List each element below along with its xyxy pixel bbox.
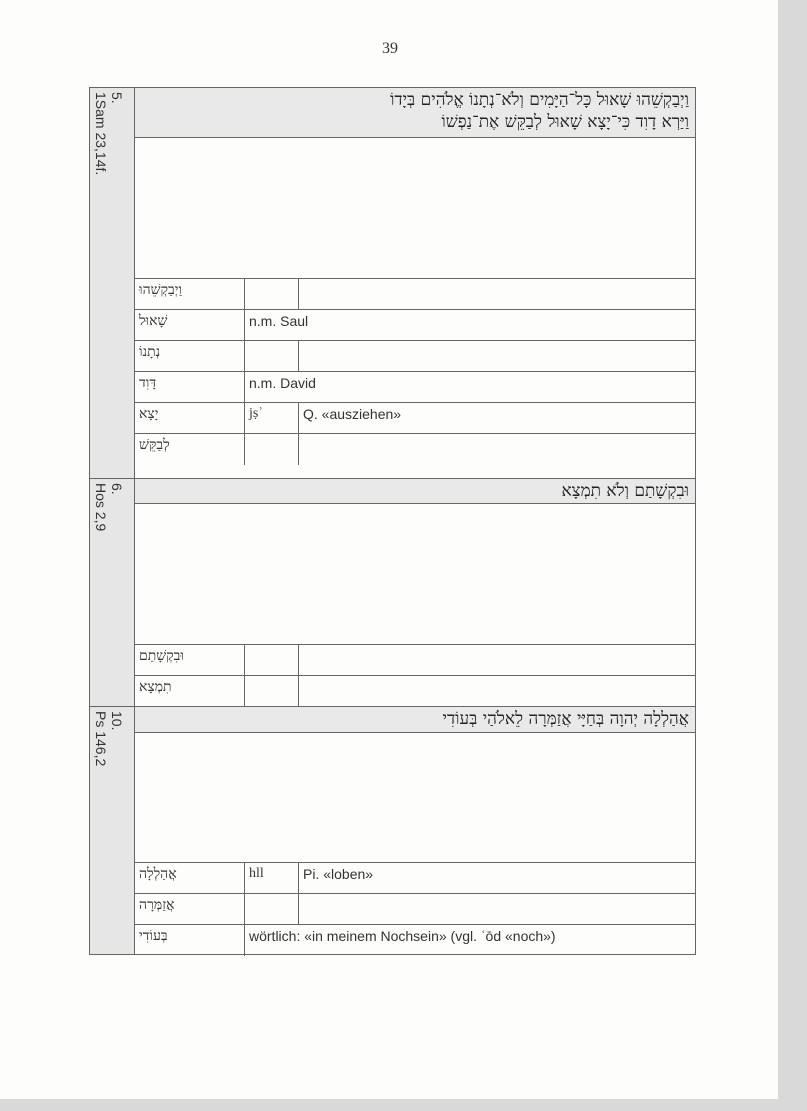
hebrew-word: בְּעוֹדִי (135, 925, 245, 956)
meaning-cell (299, 434, 695, 465)
vocab-row (135, 894, 695, 925)
hebrew-word: וּבִקְשָׁתַם (135, 645, 245, 675)
root-cell (245, 894, 299, 924)
verse-line: וַיַּרְא דָוִד כִּי־יָצָא שָׁאוּל לְבַקֵּשׁ אֶת־נַפְשׁוֹ (441, 112, 689, 132)
vocab-row (135, 676, 695, 707)
vocab-row (135, 925, 695, 956)
vocab-row (135, 434, 695, 465)
exercise-section (90, 479, 695, 707)
vocabulary-table (135, 278, 695, 465)
meaning-cell (299, 894, 695, 924)
meaning-cell: n.m. David (249, 375, 316, 391)
root-cell (245, 279, 299, 309)
verse-line: וּבִקְשָׁתַם וְלֹא תִמְצָא (561, 481, 689, 501)
verse-line: וַיְבַקְשֵׁהוּ שָׁאוּל כָּל־הַיָּמִים וְלֹא־נְתָנוֹ אֱלֹהִים בְּיָדוֹ (390, 90, 689, 110)
vocab-row (135, 372, 695, 403)
hebrew-word: יָצָא (135, 403, 245, 433)
verse-reference (93, 92, 125, 175)
root-cell (245, 341, 299, 371)
meaning-cell (299, 341, 695, 371)
meaning-cell (299, 279, 695, 309)
vocab-row (135, 863, 695, 894)
vocab-row (135, 279, 695, 310)
hebrew-word: דָּוִד (135, 372, 245, 402)
section-number: 10. (109, 711, 125, 731)
hebrew-word: אֲהַלְלָה (135, 863, 245, 893)
vocab-row (135, 645, 695, 676)
hebrew-word: שָׁאוּל (135, 310, 245, 340)
reference-label: 1Sam 23,14f. (93, 92, 109, 176)
root-cell (245, 676, 299, 707)
hebrew-word: אֲזַמְּרָה (135, 894, 245, 924)
reference-label: Hos 2,9 (93, 483, 109, 532)
hebrew-word: נְתָנוֹ (135, 341, 245, 371)
vocabulary-table (135, 644, 695, 707)
root-cell: hll (245, 863, 299, 893)
reference-column (90, 479, 135, 706)
hebrew-word: לְבַקֵּשׁ (135, 434, 245, 465)
exercise-section (90, 707, 695, 954)
vocab-row (135, 403, 695, 434)
reference-column (90, 88, 135, 478)
meaning-cell: n.m. Saul (249, 313, 309, 329)
verse-reference (93, 483, 125, 531)
section-number: 6. (109, 483, 125, 495)
meaning-cell: wörtlich: «in meinem Nochsein» (vgl. ʿōd «noch») (249, 928, 556, 944)
meaning-cell: Q. «ausziehen» (303, 406, 402, 422)
hebrew-verse (135, 479, 695, 504)
hebrew-word: וַיְבַקְשֵׁהוּ (135, 279, 245, 309)
root-cell: jṣʾ (245, 403, 299, 433)
vocab-row (135, 310, 695, 341)
vocabulary-table (135, 862, 695, 956)
notes-area (135, 504, 695, 644)
root-cell (245, 434, 299, 465)
section-number: 5. (109, 92, 125, 104)
reference-label: Ps 146,2 (93, 711, 109, 767)
exercise-table (89, 87, 696, 955)
meaning-cell (299, 645, 695, 675)
hebrew-verse (135, 88, 695, 138)
notes-area (135, 138, 695, 278)
verse-reference (93, 711, 125, 766)
notes-area (135, 733, 695, 862)
exercise-section (90, 88, 695, 479)
verse-line: אֲהַלְלָה יְהוָה בְּחַיָּי אֲזַמְּרָה לֵאלֹהַי בְּעוֹדִי (442, 709, 689, 729)
hebrew-verse (135, 707, 695, 733)
meaning-cell: Pi. «loben» (303, 866, 374, 882)
root-cell (245, 645, 299, 675)
hebrew-word: תִמְצָא (135, 676, 245, 707)
vocab-row (135, 341, 695, 372)
page-number: 39 (382, 40, 398, 57)
reference-column (90, 707, 135, 954)
meaning-cell (299, 676, 695, 707)
